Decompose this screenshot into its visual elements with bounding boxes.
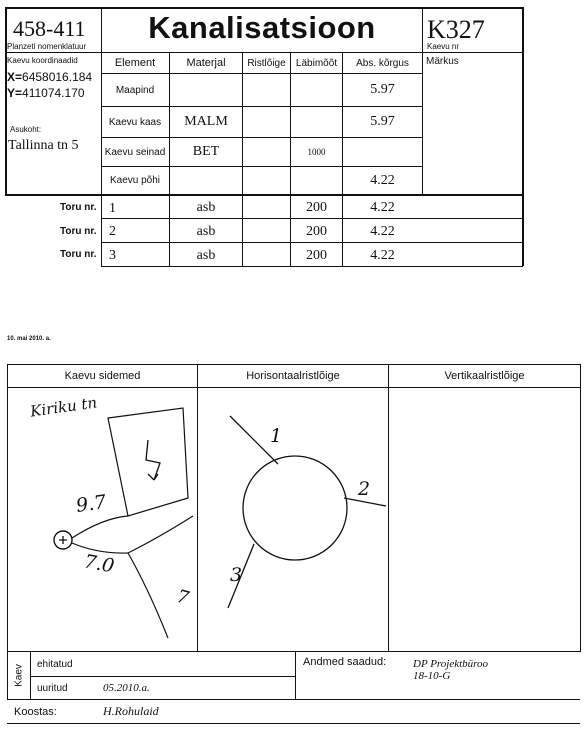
- address-label: Asukoht:: [10, 125, 42, 134]
- panel-title-horizontal: Horisontaalristlõige: [246, 370, 340, 382]
- row-height-lid: 5.97: [370, 114, 395, 129]
- row-element-bottom: Kaevu põhi: [109, 175, 161, 186]
- pipe-diameter-3: 200: [306, 247, 327, 263]
- horizontal-section-sketch: [198, 388, 388, 651]
- pipe-label-1: Toru nr.: [60, 202, 97, 213]
- pipe-sketch-label-1: 1: [270, 425, 283, 447]
- pipe-material-1: asb: [196, 199, 216, 215]
- y-label: Y=: [7, 86, 23, 100]
- data-source-value-1: DP Projektbüroo: [413, 658, 489, 670]
- pipe-material-2: asb: [196, 223, 216, 239]
- row-diameter-walls: 1000: [307, 147, 326, 157]
- pipe-height-2: 4.22: [370, 223, 395, 239]
- col-header-material: Materjal: [186, 57, 226, 69]
- col-header-cross: Ristlõige: [247, 57, 286, 69]
- x-coord: [7, 70, 92, 84]
- pipe-label-3: Toru nr.: [60, 249, 97, 260]
- pipe-height-3: 4.22: [370, 247, 395, 263]
- y-value: 411074.170: [22, 86, 85, 100]
- row-height-ground: 5.97: [370, 82, 395, 97]
- sheet-label: Planzeti nomenklatuur: [7, 42, 87, 51]
- x-value: 6458016.184: [22, 70, 93, 84]
- col-header-diameter: Läbimõõt: [295, 57, 338, 69]
- pipe-number-2: 2: [109, 224, 116, 239]
- row-height-bottom: 4.22: [370, 172, 395, 188]
- pipe-material-3: asb: [196, 247, 216, 263]
- compiled-value: H.Rohulaid: [103, 704, 159, 718]
- footer-side-label: Kaev: [13, 664, 25, 687]
- tie-street-label: Kiriku tn: [29, 393, 99, 421]
- coords-label: Kaevu koordinaadid: [7, 56, 78, 65]
- data-source-value-2: 18-10-G: [413, 670, 451, 682]
- measured-label: uuritud: [37, 683, 68, 694]
- well-circle: [243, 456, 347, 560]
- data-source-label: Andmed saadud:: [303, 656, 387, 668]
- pipe-number-1: 1: [109, 201, 116, 216]
- building-outline: [108, 408, 188, 516]
- compiled-label: Koostas:: [14, 706, 57, 718]
- col-header-height: Abs. kõrgus: [356, 57, 409, 69]
- well-id: K327: [427, 15, 485, 44]
- pipe-diameter-1: 200: [306, 199, 327, 215]
- x-label: X=: [7, 70, 23, 84]
- panel-title-vertical: Vertikaalristlõige: [444, 370, 525, 382]
- tie-sketch: [8, 388, 197, 651]
- pipe-sketch-label-3: 3: [230, 564, 243, 586]
- col-header-element: Element: [114, 57, 156, 69]
- lightning-icon: [146, 440, 160, 480]
- sheet-number: 458-411: [13, 16, 86, 41]
- built-label: ehitatud: [37, 659, 73, 670]
- row-element-lid: Kaevu kaas: [108, 116, 162, 128]
- row-element-walls: Kaevu seinad: [104, 146, 166, 158]
- col-header-notes: Märkus: [426, 56, 459, 67]
- well-label: Kaevu nr: [427, 42, 460, 51]
- tie-mark-7: 7: [174, 585, 191, 610]
- date-note: 10. mai 2010. a.: [7, 336, 51, 342]
- panel-title-ties: Kaevu sidemed: [64, 370, 141, 382]
- address-value: Tallinna tn 5: [8, 138, 79, 153]
- measured-value: 05.2010.a.: [103, 682, 150, 694]
- y-coord: [7, 86, 85, 100]
- pipe-sketch-label-2: 2: [358, 478, 371, 500]
- pipe-height-1: 4.22: [370, 199, 395, 215]
- pipe-number-3: 3: [109, 248, 116, 263]
- pipe-diameter-2: 200: [306, 223, 327, 239]
- pipe-label-2: Toru nr.: [60, 226, 97, 237]
- tie-distance-2: 7.0: [82, 550, 116, 578]
- document-title: Kanalisatsioon: [148, 10, 376, 45]
- tie-distance-1: 9.7: [74, 491, 108, 517]
- row-material-walls: BET: [192, 144, 220, 159]
- row-material-lid: MALM: [184, 114, 228, 129]
- row-element-ground: Maapind: [115, 84, 155, 96]
